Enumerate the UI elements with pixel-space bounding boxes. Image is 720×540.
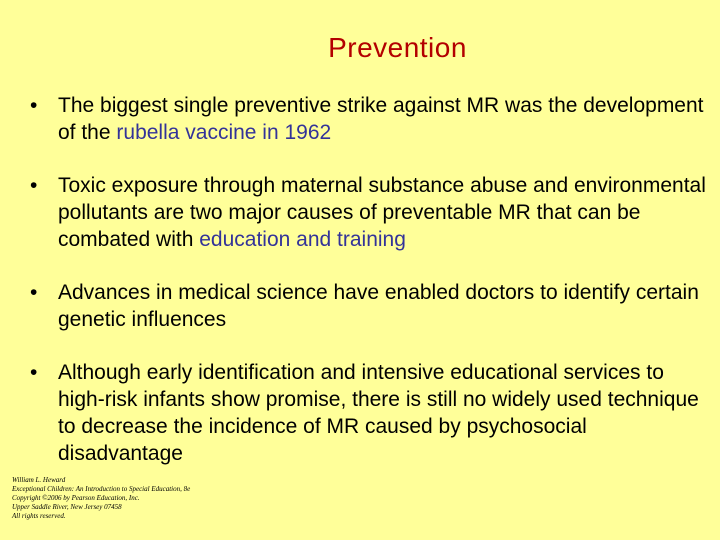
copyright-footer: [12, 476, 190, 521]
bullet-highlight: rubella vaccine in 1962: [116, 121, 332, 144]
bullet-text: Toxic exposure through maternal substance abuse and environmental pollutants are two major causes of preventable MR that can be combated with: [58, 174, 706, 251]
footer-rights: All rights reserved.: [12, 512, 66, 520]
bullet-item: [30, 172, 710, 253]
bullet-highlight: education and training: [199, 228, 406, 251]
bullet-icon: •: [30, 174, 38, 197]
bullet-item: [30, 92, 710, 146]
footer-author: William L. Heward: [12, 476, 66, 484]
bullet-text: The biggest single preventive strike against MR was the development of the: [58, 94, 704, 144]
bullet-text: Advances in medical science have enabled doctors to identify certain genetic influences: [58, 281, 699, 331]
slide-title: Prevention: [328, 32, 467, 63]
footer-book: Exceptional Children: An Introduction to Special Education, 8e: [12, 485, 191, 493]
footer-address: Upper Saddle River, New Jersey 07458: [12, 503, 122, 511]
bullet-item: [30, 359, 710, 467]
bullet-list: [30, 92, 710, 467]
bullet-icon: •: [30, 361, 38, 384]
bullet-icon: •: [30, 94, 38, 117]
footer-copyright: Copyright ©2006 by Pearson Education, Inc.: [12, 494, 140, 502]
bullet-item: [30, 279, 710, 333]
bullet-icon: •: [30, 281, 38, 304]
bullet-text: Although early identification and intensive educational services to high-risk infants show promise, there is still no widely used technique to decrease the incidence of MR caused by psychosocial disadvantage: [58, 361, 699, 465]
